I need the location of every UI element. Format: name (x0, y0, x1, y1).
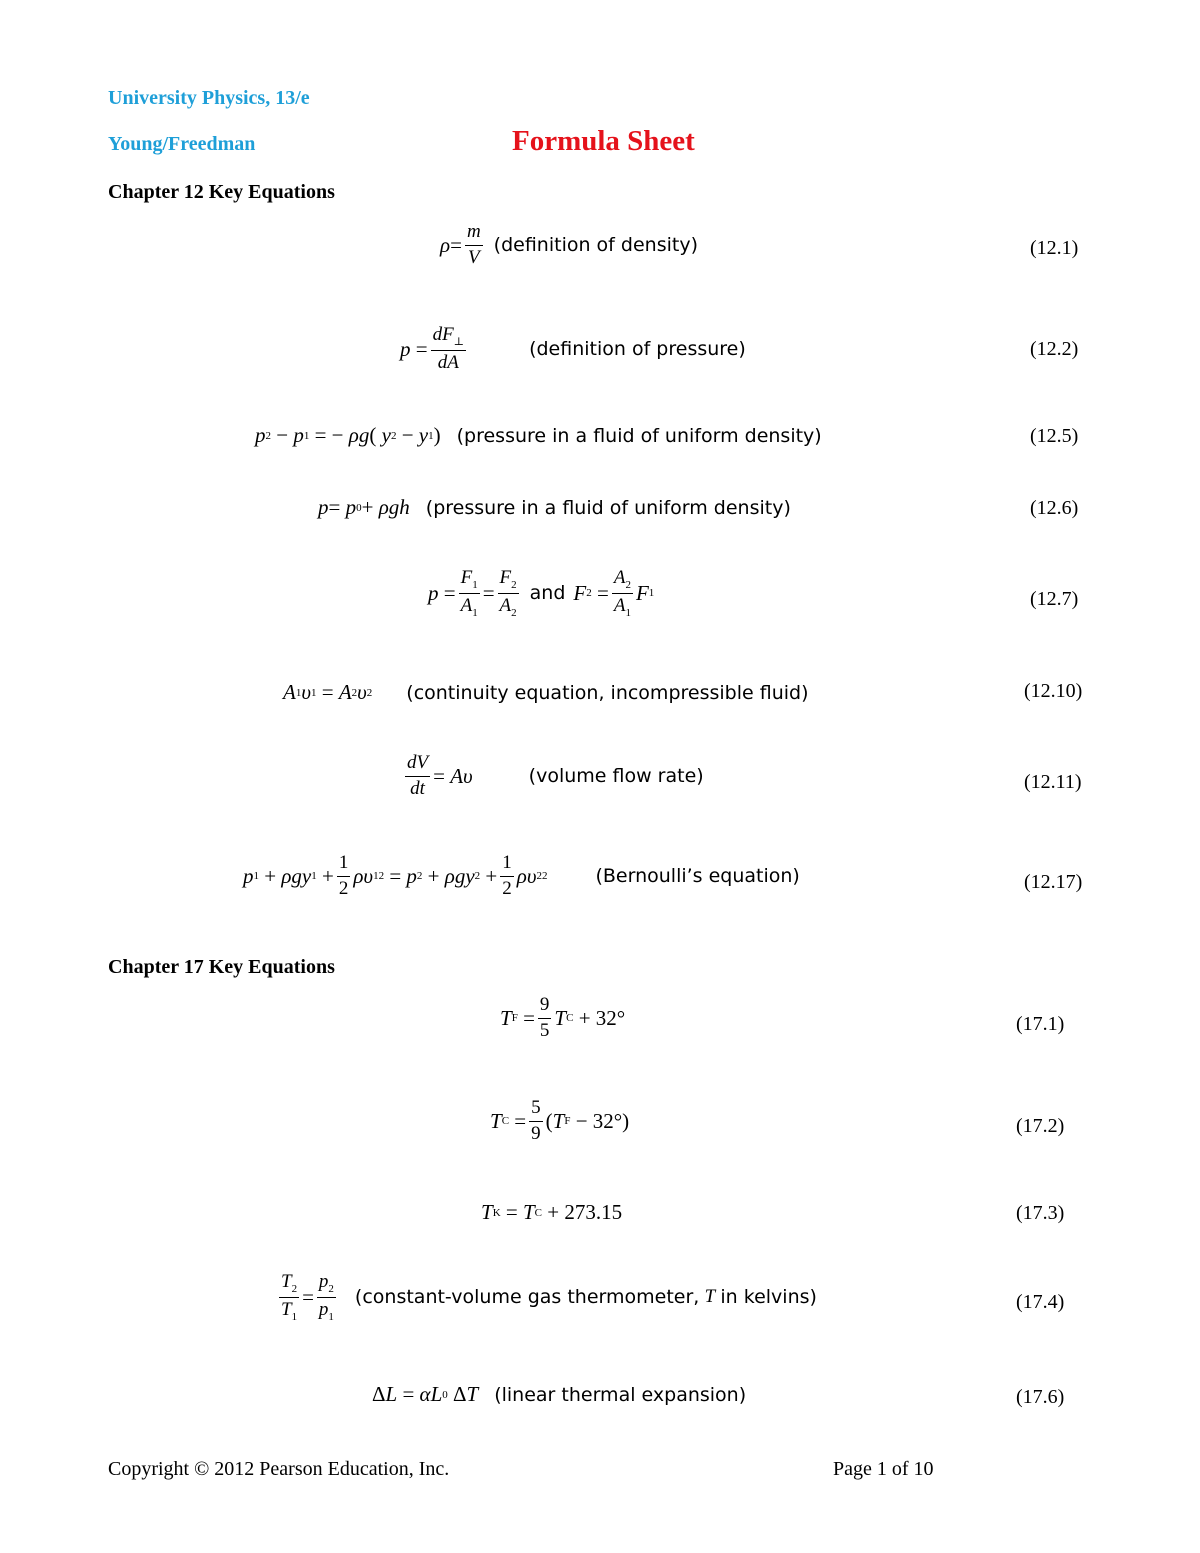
equation-12-5-number: (12.5) (1030, 425, 1079, 447)
equation-12-5: p 2 − p 1 = − ρg ( y 2 − y 1 ) (pressure in a fluid of uniform density) (255, 423, 822, 447)
equation-17-6-number: (17.6) (1016, 1386, 1065, 1408)
equation-12-10: A 1 υ 1 = A 2 υ 2 (continuity equation, incompressible fluid) (283, 680, 809, 704)
equation-17-4-description: (constant-volume gas thermometer, (354, 1286, 700, 1309)
equation-17-3: T K = T C + 273.15 (481, 1200, 623, 1224)
equation-12-11-number: (12.11) (1024, 771, 1082, 793)
equation-12-10-number: (12.10) (1024, 680, 1083, 702)
equation-17-1: T F = $\frac{9}{5}$ T C + 32° (500, 994, 626, 1041)
equation-17-4: $\frac{T_2}{T_1}$ = $\frac{p_2}{p_1}$ (constant-volume gas thermometer, T in kelvins) (281, 1271, 817, 1323)
equation-12-2-number: (12.2) (1030, 338, 1079, 360)
book-title: University Physics, 13/e (108, 87, 310, 109)
equation-12-17-description: (Bernoulli’s equation) (595, 865, 800, 888)
equation-12-1-number: (12.1) (1030, 237, 1079, 259)
equation-17-4-number: (17.4) (1016, 1291, 1065, 1313)
equation-12-1-description: (definition of density) (493, 234, 698, 257)
equation-12-6-description: (pressure in a fluid of uniform density) (425, 496, 791, 519)
equation-12-17: p 1 + ρgy 1 + $\frac{1}{2}$ ρυ 1 2 = p 2 + ρgy 2 + $\frac{1}{2}$ ρυ 2 2 (Bernoulli’s equation) (243, 852, 800, 899)
page-title: Formula Sheet (512, 125, 695, 157)
chapter-17-heading: Chapter 17 Key Equations (108, 956, 335, 978)
equation-12-5-description: (pressure in a fluid of uniform density) (456, 424, 822, 447)
equation-17-4-variable: T (704, 1286, 716, 1308)
equation-12-7-number: (12.7) (1030, 588, 1079, 610)
equation-12-11-description: (volume flow rate) (528, 765, 704, 788)
chapter-12-heading: Chapter 12 Key Equations (108, 181, 335, 203)
equation-12-1: ρ = $\frac{m}{V}$ (definition of density) (440, 221, 698, 268)
equation-12-11: $\frac{dV}{dt}$ = Aυ (volume flow rate) (407, 752, 704, 799)
footer-page-number: Page 1 of 10 (833, 1458, 934, 1480)
equation-12-2: p = $\frac{dF_\perp}{dA}$ (definition of pressure) (400, 324, 746, 373)
equation-12-7-and: and (529, 582, 566, 605)
equation-17-1-number: (17.1) (1016, 1013, 1065, 1035)
equation-12-2-description: (definition of pressure) (529, 338, 746, 361)
footer-copyright: Copyright © 2012 Pearson Education, Inc. (108, 1458, 450, 1480)
authors: Young/Freedman (108, 133, 256, 155)
equation-17-3-number: (17.3) (1016, 1202, 1065, 1224)
equation-12-6-number: (12.6) (1030, 497, 1079, 519)
equation-17-6: Δ L = αL 0 Δ T (linear thermal expansion) (372, 1382, 747, 1406)
equation-12-17-number: (12.17) (1024, 871, 1083, 893)
equation-17-2-number: (17.2) (1016, 1115, 1065, 1137)
equation-17-6-description: (linear thermal expansion) (494, 1383, 747, 1406)
equation-12-10-description: (continuity equation, incompressible fluid) (406, 681, 809, 704)
equation-17-2: T C = $\frac{5}{9}$ ( T F − 32°) (490, 1097, 630, 1144)
equation-12-6: p = p 0 + ρgh (pressure in a fluid of uniform density) (318, 495, 791, 519)
equation-17-4-description-end: in kelvins) (720, 1286, 817, 1309)
equation-12-7: p = $\frac{F_1}{A_1}$ = $\frac{F_2}{A_2}$ and F 2 = $\frac{A_2}{A_1}$ F 1 (428, 567, 655, 619)
